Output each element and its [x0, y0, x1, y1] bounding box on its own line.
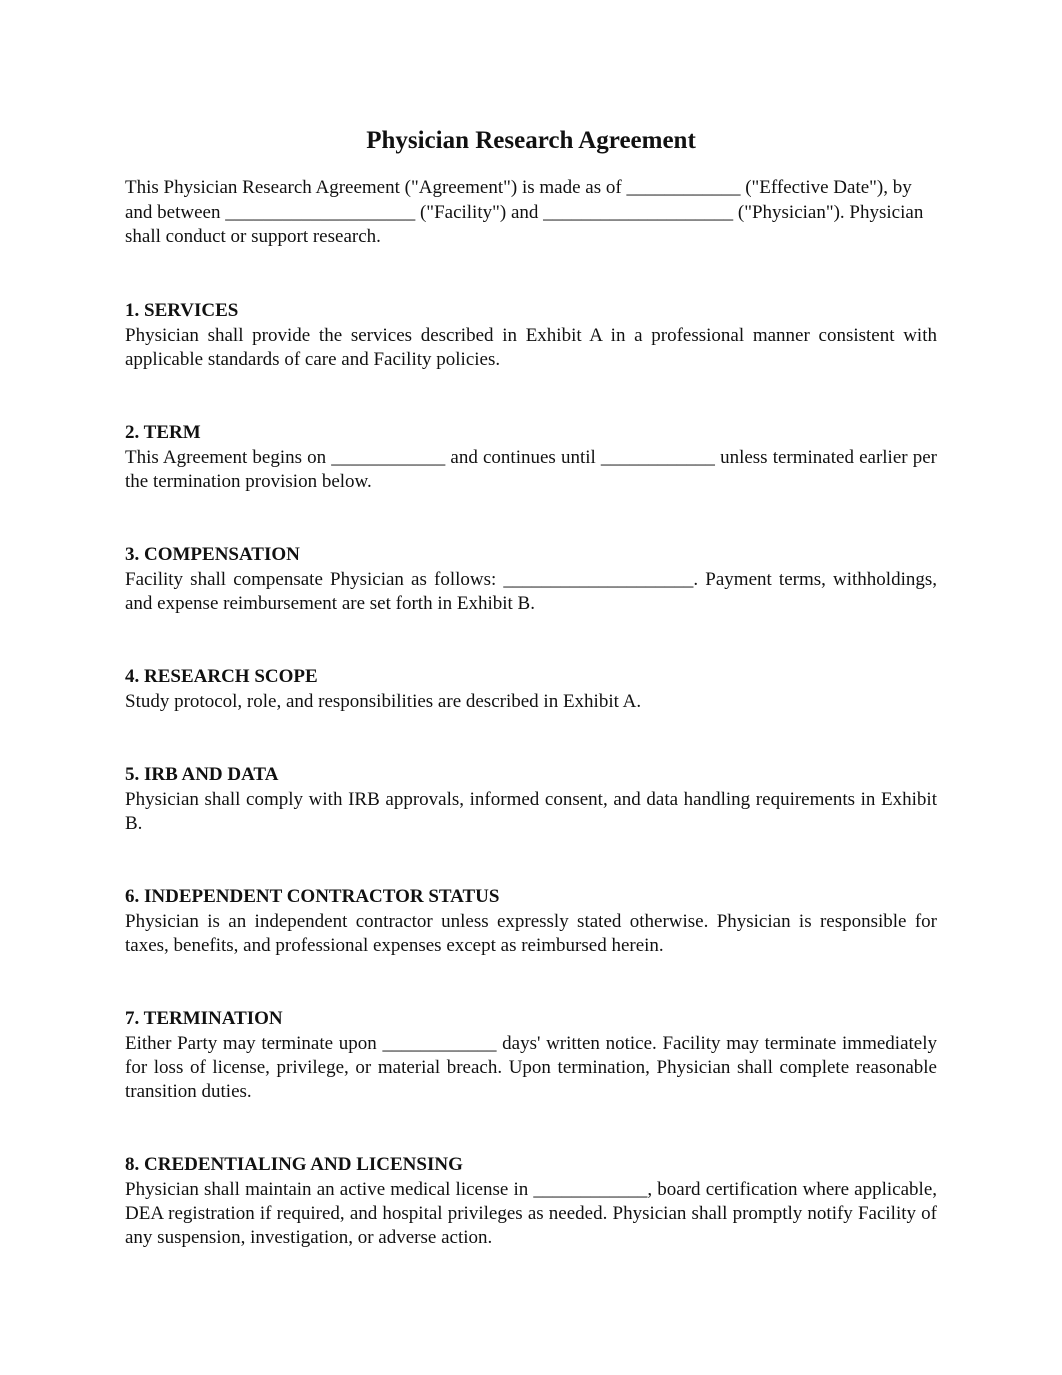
section-heading: 2. TERM [125, 421, 201, 443]
section-services [125, 297, 937, 372]
section-body: Physician shall maintain an active medical license in ____________, board certification where applicable, DEA registration if required, and hospital privileges as needed. Physician shall promptly notify Facility of any suspension, investigation, or adverse action. [125, 1178, 937, 1248]
section-termination [125, 1005, 937, 1104]
section-credentialing-and-licensing [125, 1151, 937, 1250]
section-heading: 7. TERMINATION [125, 1007, 283, 1029]
section-body: Physician shall comply with IRB approvals, informed consent, and data handling requirements in Exhibit B. [125, 788, 937, 834]
section-body: This Agreement begins on ____________ and continues until ____________ unless terminated earlier per the termination provision below. [125, 446, 937, 492]
document-title: Physician Research Agreement [366, 127, 696, 154]
section-body: Study protocol, role, and responsibilities are described in Exhibit A. [125, 690, 642, 712]
section-heading: 6. INDEPENDENT CONTRACTOR STATUS [125, 885, 500, 907]
section-body: Physician shall provide the services described in Exhibit A in a professional manner consistent with applicable standards of care and Facility policies. [125, 324, 937, 370]
document-content [125, 124, 937, 1250]
section-independent-contractor-status [125, 883, 937, 958]
section-body: Physician is an independent contractor unless expressly stated otherwise. Physician is responsible for taxes, benefits, and professional expenses except as reimbursed herein. [125, 910, 937, 956]
section-irb-and-data [125, 761, 937, 836]
section-compensation [125, 541, 937, 616]
section-research-scope [125, 663, 937, 714]
section-heading: 1. SERVICES [125, 299, 239, 321]
section-heading: 4. RESEARCH SCOPE [125, 665, 318, 687]
section-heading: 3. COMPENSATION [125, 543, 300, 565]
section-body: Either Party may terminate upon ____________ days' written notice. Facility may terminate immediately for loss of license, privilege, or material breach. Upon termination, Physician shall complete reasonable transition duties. [125, 1032, 937, 1102]
section-heading: 8. CREDENTIALING AND LICENSING [125, 1153, 463, 1175]
section-body: Facility shall compensate Physician as follows: ____________________. Payment terms, withholdings, and expense reimbursement are set forth in Exhibit B. [125, 568, 937, 614]
intro-paragraph: This Physician Research Agreement ("Agreement") is made as of ____________ ("Effective Date"), by and between ____________________ ("Facility") and ____________________ ("Physician"). Physician shall conduct or support research. [125, 177, 924, 247]
section-term [125, 419, 937, 494]
section-heading: 5. IRB AND DATA [125, 763, 279, 785]
